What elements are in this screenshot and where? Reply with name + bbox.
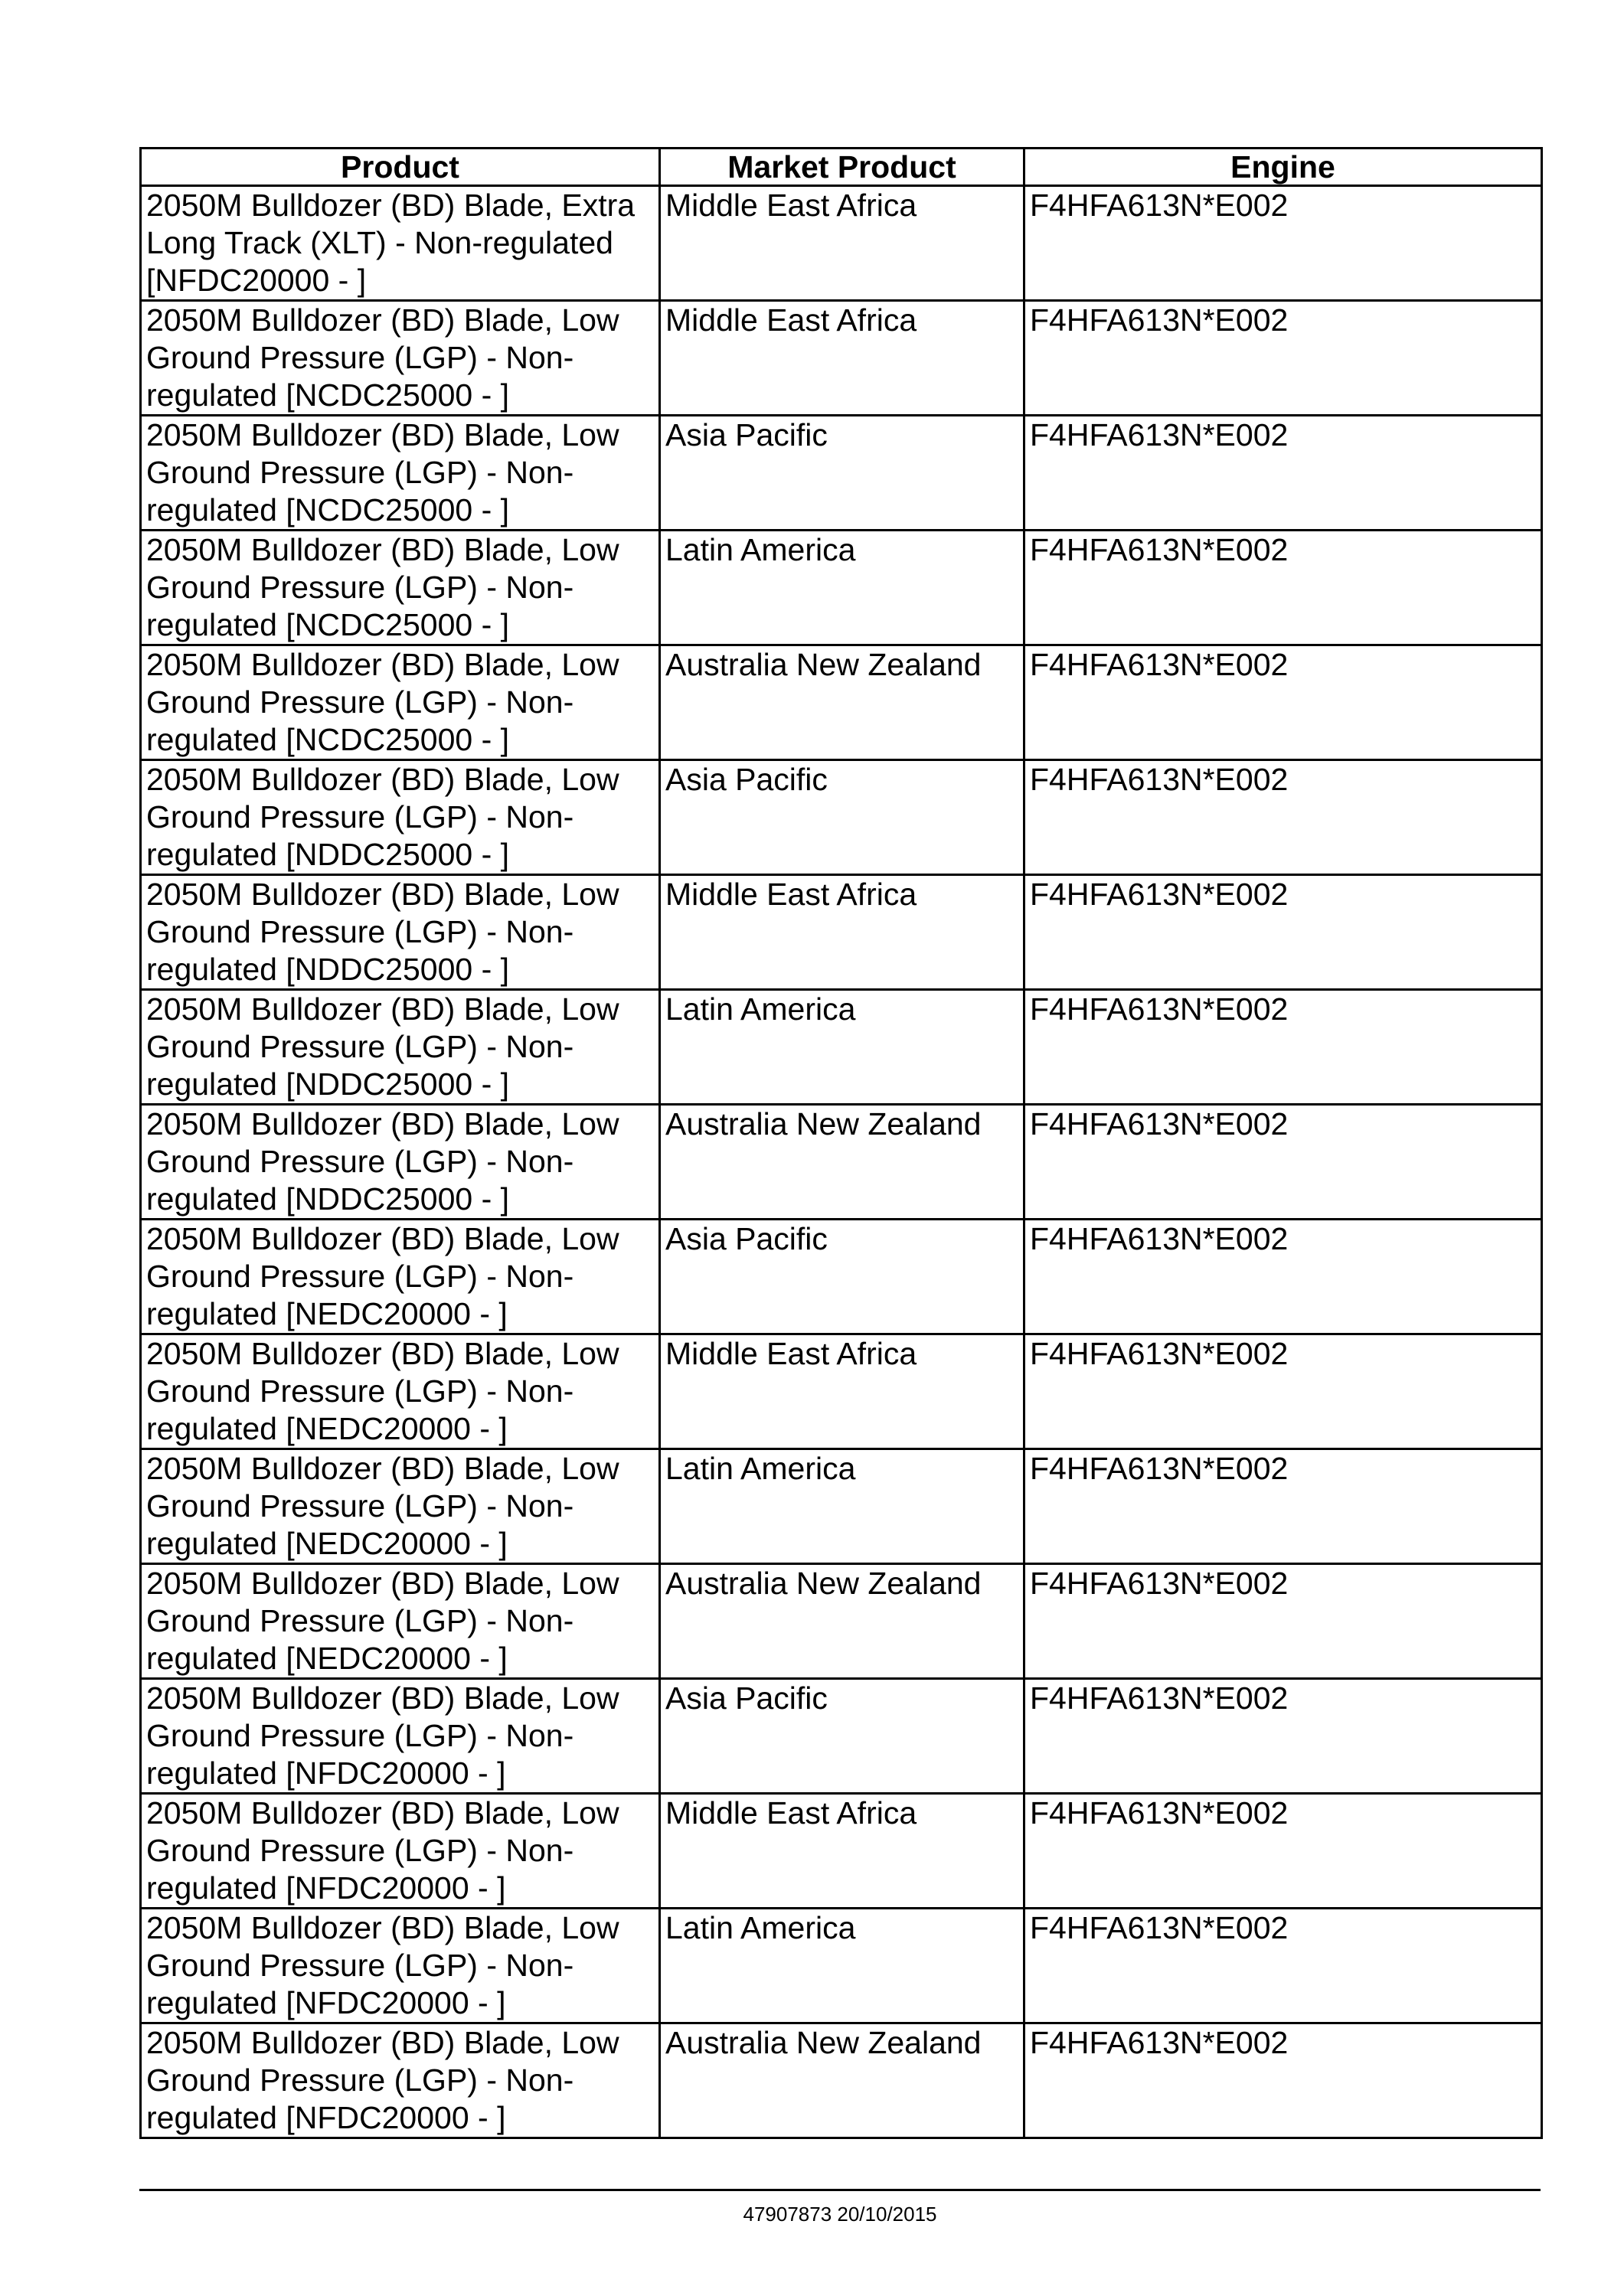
product-cell: 2050M Bulldozer (BD) Blade, Low Ground Pressure (LGP) - Non-regulated [NDDC25000 - ] [141, 875, 660, 990]
engine-cell: F4HFA613N*E002 [1024, 990, 1542, 1105]
engine-cell: F4HFA613N*E002 [1024, 1220, 1542, 1334]
product-cell: 2050M Bulldozer (BD) Blade, Low Ground Pressure (LGP) - Non-regulated [NFDC20000 - ] [141, 1794, 660, 1909]
product-cell: 2050M Bulldozer (BD) Blade, Low Ground Pressure (LGP) - Non-regulated [NEDC20000 - ] [141, 1220, 660, 1334]
market-cell: Middle East Africa [660, 301, 1024, 416]
product-cell: 2050M Bulldozer (BD) Blade, Extra Long Track (XLT) - Non-regulated [NFDC20000 - ] [141, 186, 660, 301]
market-cell: Australia New Zealand [660, 1105, 1024, 1220]
engine-cell: F4HFA613N*E002 [1024, 1564, 1542, 1679]
engine-cell: F4HFA613N*E002 [1024, 1679, 1542, 1794]
product-cell: 2050M Bulldozer (BD) Blade, Low Ground Pressure (LGP) - Non-regulated [NFDC20000 - ] [141, 1909, 660, 2023]
product-cell: 2050M Bulldozer (BD) Blade, Low Ground Pressure (LGP) - Non-regulated [NDDC25000 - ] [141, 1105, 660, 1220]
product-cell: 2050M Bulldozer (BD) Blade, Low Ground Pressure (LGP) - Non-regulated [NEDC20000 - ] [141, 1449, 660, 1564]
product-cell: 2050M Bulldozer (BD) Blade, Low Ground Pressure (LGP) - Non-regulated [NCDC25000 - ] [141, 645, 660, 760]
engine-cell: F4HFA613N*E002 [1024, 2023, 1542, 2138]
table-row [141, 1449, 1542, 1564]
product-cell: 2050M Bulldozer (BD) Blade, Low Ground Pressure (LGP) - Non-regulated [NEDC20000 - ] [141, 1334, 660, 1449]
table-row [141, 875, 1542, 990]
engine-cell: F4HFA613N*E002 [1024, 301, 1542, 416]
product-cell: 2050M Bulldozer (BD) Blade, Low Ground Pressure (LGP) - Non-regulated [NCDC25000 - ] [141, 531, 660, 645]
market-cell: Australia New Zealand [660, 2023, 1024, 2138]
engine-cell: F4HFA613N*E002 [1024, 645, 1542, 760]
table-row [141, 1909, 1542, 2023]
engine-cell: F4HFA613N*E002 [1024, 186, 1542, 301]
table-row [141, 990, 1542, 1105]
market-cell: Middle East Africa [660, 186, 1024, 301]
product-cell: 2050M Bulldozer (BD) Blade, Low Ground Pressure (LGP) - Non-regulated [NEDC20000 - ] [141, 1564, 660, 1679]
market-cell: Latin America [660, 990, 1024, 1105]
table-row [141, 416, 1542, 531]
engine-cell: F4HFA613N*E002 [1024, 1909, 1542, 2023]
market-cell: Asia Pacific [660, 760, 1024, 875]
table-row [141, 1679, 1542, 1794]
engine-cell: F4HFA613N*E002 [1024, 875, 1542, 990]
product-cell: 2050M Bulldozer (BD) Blade, Low Ground Pressure (LGP) - Non-regulated [NCDC25000 - ] [141, 416, 660, 531]
product-cell: 2050M Bulldozer (BD) Blade, Low Ground Pressure (LGP) - Non-regulated [NFDC20000 - ] [141, 2023, 660, 2138]
footer-divider [139, 2189, 1541, 2191]
header-engine: Engine [1024, 149, 1542, 186]
market-cell: Asia Pacific [660, 1679, 1024, 1794]
market-cell: Asia Pacific [660, 416, 1024, 531]
engine-cell: F4HFA613N*E002 [1024, 531, 1542, 645]
table-body [141, 186, 1542, 2138]
market-cell: Middle East Africa [660, 1794, 1024, 1909]
table-row [141, 1564, 1542, 1679]
table-row [141, 760, 1542, 875]
market-cell: Australia New Zealand [660, 645, 1024, 760]
table-row [141, 186, 1542, 301]
table-row [141, 1220, 1542, 1334]
table-row [141, 2023, 1542, 2138]
market-cell: Middle East Africa [660, 1334, 1024, 1449]
market-cell: Australia New Zealand [660, 1564, 1024, 1679]
table-row [141, 1334, 1542, 1449]
product-cell: 2050M Bulldozer (BD) Blade, Low Ground Pressure (LGP) - Non-regulated [NDDC25000 - ] [141, 990, 660, 1105]
engine-cell: F4HFA613N*E002 [1024, 760, 1542, 875]
table-row [141, 531, 1542, 645]
product-cell: 2050M Bulldozer (BD) Blade, Low Ground Pressure (LGP) - Non-regulated [NCDC25000 - ] [141, 301, 660, 416]
engine-cell: F4HFA613N*E002 [1024, 1105, 1542, 1220]
product-cell: 2050M Bulldozer (BD) Blade, Low Ground Pressure (LGP) - Non-regulated [NDDC25000 - ] [141, 760, 660, 875]
engine-cell: F4HFA613N*E002 [1024, 416, 1542, 531]
market-cell: Latin America [660, 531, 1024, 645]
header-product: Product [141, 149, 660, 186]
table-row [141, 1794, 1542, 1909]
product-engine-table [139, 147, 1543, 2139]
table-header-row [141, 149, 1542, 186]
header-market-product: Market Product [660, 149, 1024, 186]
market-cell: Latin America [660, 1449, 1024, 1564]
table-row [141, 645, 1542, 760]
product-cell: 2050M Bulldozer (BD) Blade, Low Ground Pressure (LGP) - Non-regulated [NFDC20000 - ] [141, 1679, 660, 1794]
table-row [141, 301, 1542, 416]
footer-document-id: 47907873 20/10/2015 [743, 2203, 937, 2226]
engine-cell: F4HFA613N*E002 [1024, 1794, 1542, 1909]
market-cell: Latin America [660, 1909, 1024, 2023]
table-row [141, 1105, 1542, 1220]
engine-cell: F4HFA613N*E002 [1024, 1449, 1542, 1564]
engine-cell: F4HFA613N*E002 [1024, 1334, 1542, 1449]
market-cell: Asia Pacific [660, 1220, 1024, 1334]
market-cell: Middle East Africa [660, 875, 1024, 990]
